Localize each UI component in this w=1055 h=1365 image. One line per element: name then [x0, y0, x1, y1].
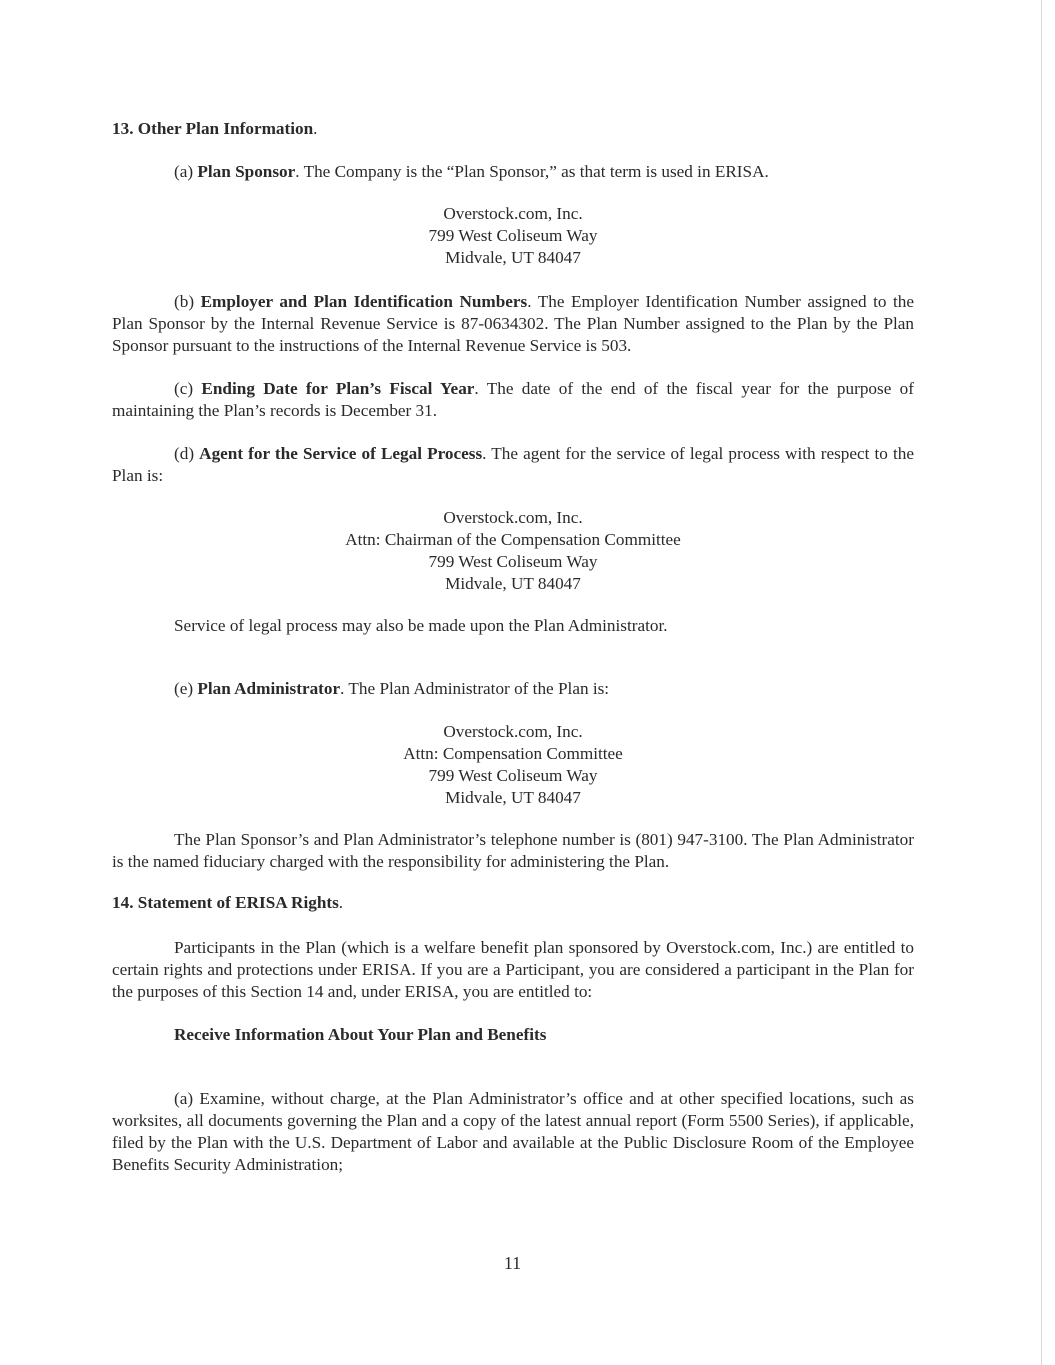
paragraph-13a-lead: (a) — [174, 162, 198, 181]
agent-address-line-1: Overstock.com, Inc. — [443, 508, 583, 527]
paragraph-13b-lead: (b) — [174, 292, 201, 311]
paragraph-13b-term: Employer and Plan Identification Numbers — [200, 292, 528, 311]
section-14-heading-dot: . — [338, 893, 344, 912]
paragraph-13a-term: Plan Sponsor — [197, 162, 296, 181]
paragraph-13e-lead: (e) — [174, 679, 198, 698]
paragraph-13a-text: . The Company is the “Plan Sponsor,” as that term is used in ERISA. — [295, 162, 769, 181]
paragraph-13b-text: . The Employer Identification Number assigned to the Plan Sponsor by the Internal Revenue Service is 87-0634302. The Plan Number assigned to the Plan by the Plan Sponsor pursuant to the instructions of the Internal Revenue Service is 503. — [112, 292, 914, 355]
agent-address-line-4: Midvale, UT 84047 — [445, 574, 581, 593]
administrator-address-line-4: Midvale, UT 84047 — [445, 788, 581, 807]
paragraph-13c-lead: (c) — [174, 379, 202, 398]
paragraph-13c-term: Ending Date for Plan’s Fiscal Year — [201, 379, 475, 398]
paragraph-13e-text: . The Plan Administrator of the Plan is: — [340, 679, 610, 698]
section-13-heading-text: 13. Other Plan Information — [112, 119, 314, 138]
scan-edge-line — [1041, 0, 1042, 1365]
administrator-address-line-1: Overstock.com, Inc. — [443, 722, 583, 741]
section-13-heading-dot: . — [313, 119, 318, 138]
receive-information-subheading: Receive Information About Your Plan and Benefits — [174, 1025, 547, 1044]
paragraph-13c — [112, 378, 914, 422]
paragraph-13a — [112, 161, 914, 183]
page-number: 11 — [503, 1253, 522, 1273]
paragraph-13d-text: . The agent for the service of legal process with respect to the Plan is: — [112, 444, 914, 485]
agent-address — [112, 507, 914, 595]
administrator-address — [112, 721, 914, 809]
section-14-heading — [112, 892, 914, 914]
section-13-heading — [112, 118, 914, 140]
administrator-address-line-2: Attn: Compensation Committee — [403, 744, 623, 763]
paragraph-13c-text: . The date of the end of the fiscal year for the purpose of maintaining the Plan’s records is December 31. — [112, 379, 914, 420]
paragraph-13d — [112, 443, 914, 487]
sponsor-address — [112, 203, 914, 269]
section-14-intro: Participants in the Plan (which is a welfare benefit plan sponsored by Overstock.com, Inc.) are entitled to certain rights and protections under ERISA. If you are a Participant, you are considered a participant in the Plan for the purposes of this Section 14 and, under ERISA, you are entitled to: — [112, 938, 914, 1001]
sponsor-address-line-3: Midvale, UT 84047 — [445, 248, 581, 267]
agent-address-line-3: 799 West Coliseum Way — [428, 552, 598, 571]
administrator-address-line-3: 799 West Coliseum Way — [428, 766, 598, 785]
paragraph-13d-lead: (d) — [174, 444, 200, 463]
paragraph-13e — [112, 678, 914, 700]
paragraph-13b — [112, 291, 914, 357]
service-note: Service of legal process may also be made upon the Plan Administrator. — [174, 616, 668, 635]
phone-paragraph: The Plan Sponsor’s and Plan Administrator’s telephone number is (801) 947-3100. The Plan Administrator is the named fiduciary charged with the responsibility for administering the Plan. — [112, 830, 914, 871]
agent-address-line-2: Attn: Chairman of the Compensation Committee — [345, 530, 681, 549]
paragraph-13e-term: Plan Administrator — [197, 679, 341, 698]
sponsor-address-line-1: Overstock.com, Inc. — [443, 204, 583, 223]
paragraph-14a: (a) Examine, without charge, at the Plan Administrator’s office and at other specified locations, such as worksites, all documents governing the Plan and a copy of the latest annual report (Form 5500 Series), if applicable, filed by the Plan with the U.S. Department of Labor and available at the Public Disclosure Room of the Employee Benefits Security Administration; — [112, 1089, 914, 1174]
paragraph-13d-term: Agent for the Service of Legal Process — [199, 444, 483, 463]
sponsor-address-line-2: 799 West Coliseum Way — [428, 226, 598, 245]
section-14-heading-text: 14. Statement of ERISA Rights — [112, 893, 339, 912]
